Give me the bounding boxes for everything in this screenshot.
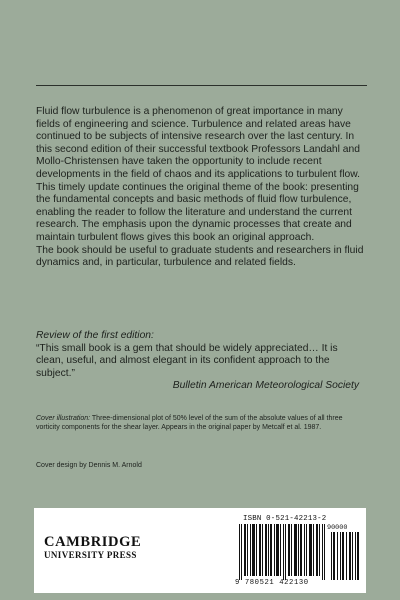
book-blurb <box>36 106 367 270</box>
review-source: Bulletin American Meteorological Society <box>172 380 359 392</box>
blurb-paragraph-3: The book should be useful to graduate students and researchers in fluid dynamics and, in particular, turbulence and related fields. <box>36 244 364 269</box>
cover-illustration-credit <box>36 414 367 432</box>
publisher-name: CAMBRIDGE <box>44 534 142 550</box>
cover-design-credit: Cover design by Dennis M. Arnold <box>36 462 142 469</box>
blurb-paragraph-2: This timely update continues the original theme of the book: presenting the fundamental concepts and basic methods of fluid flow turbulence, enabling the reader to follow the literature and understand the current research. The emphasis upon the dynamic processes that create and maintain turbulent flows gives this book an original approach. <box>36 181 359 243</box>
isbn-number: ISBN 0-521-42213-2 <box>243 515 327 523</box>
review-section <box>36 330 367 393</box>
publisher-logo <box>44 534 154 570</box>
illustration-lead: Cover illustration: <box>36 415 91 422</box>
blurb-paragraph-1: Fluid flow turbulence is a phenomenon of great importance in many fields of engineering and science. Turbulence and related areas have continued to be subjects of intensive research over the last century. In this second edition of their successful textbook Professors Landahl and Mollo-Christensen have taken the opportunity to include recent developments in the field of chaos and its applications to turbulent flow. <box>36 106 360 180</box>
top-divider <box>36 85 367 86</box>
barcode-addon-number: 90000 <box>327 524 348 532</box>
publisher-press: UNIVERSITY PRESS <box>44 550 137 560</box>
publisher-barcode-panel <box>34 508 366 593</box>
review-heading: Review of the first edition: <box>36 330 154 341</box>
illustration-text: Three-dimensional plot of 50% level of the sum of the absolute values of all three vorticity components for the shear layer. Appears in the original paper by Metcalf et al. 1987. <box>36 415 343 431</box>
review-quote: “This small book is a gem that should be widely appreciated… It is clean, useful, and almost elegant in its confident approach to the subject.” <box>36 342 338 379</box>
barcode-graphic <box>239 524 361 582</box>
ean-number: 9 780521 422130 <box>235 579 309 587</box>
